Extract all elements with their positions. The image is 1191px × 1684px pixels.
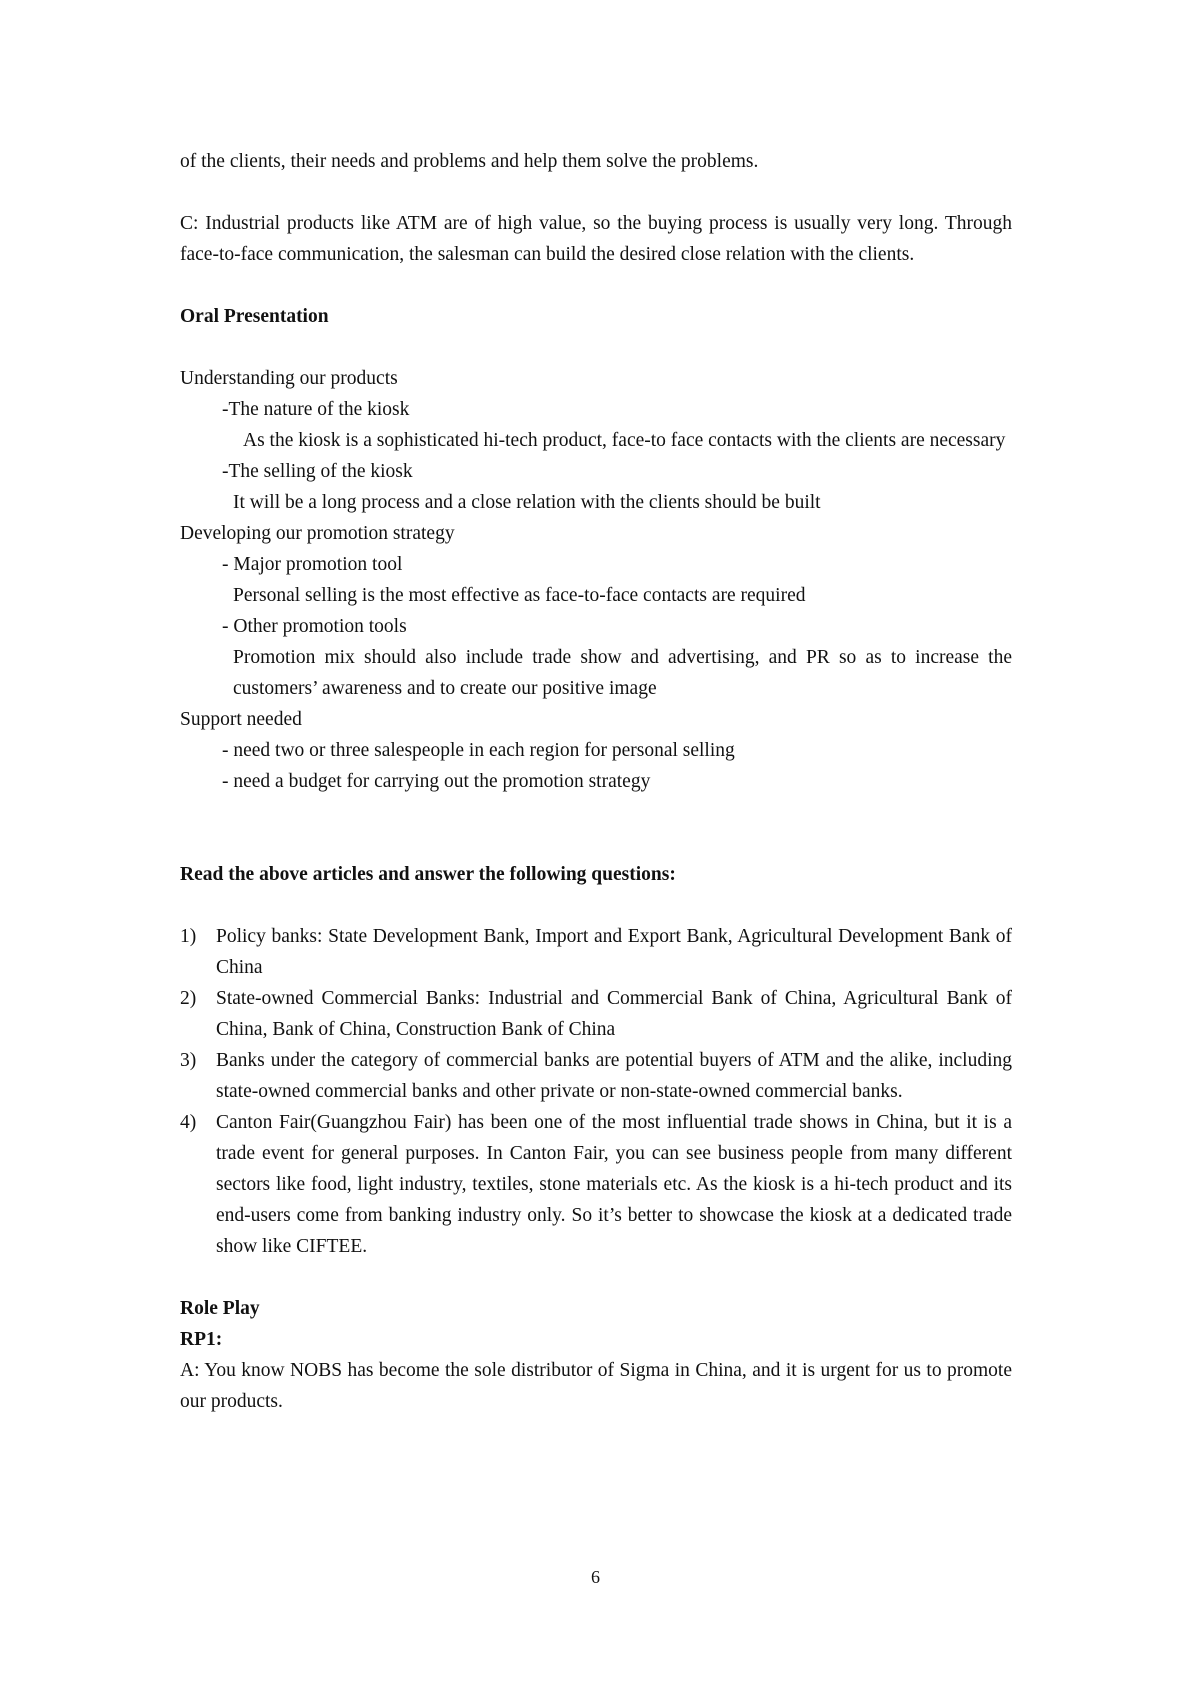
item-text: Banks under the category of commercial banks are potential buyers of ATM and the alike, including state-owned commercial banks and other private or non-state-owned commercial banks.	[216, 1050, 1012, 1102]
support-item-2: - need a budget for carrying out the promotion strategy	[222, 771, 651, 792]
spacer	[180, 332, 1012, 363]
list-item	[180, 1107, 1012, 1262]
list-item	[180, 983, 1012, 1045]
spacer	[180, 797, 1012, 859]
selling-body: It will be a long process and a close relation with the clients should be built	[233, 492, 821, 513]
item-text: Canton Fair(Guangzhou Fair) has been one of the most influential trade shows in China, but it is a trade event for general purposes. In Canton Fair, you can see business people from many different sectors like food, light industry, textiles, stone materials etc. As the kiosk is a hi-tech product and its end-users come from banking industry only. So it’s better to showcase the kiosk at a dedicated trade show like CIFTEE.	[216, 1112, 1012, 1257]
rp1-label: RP1:	[180, 1329, 223, 1350]
item-number: 3)	[180, 1050, 197, 1071]
oral-presentation-heading: Oral Presentation	[180, 306, 329, 327]
list-item	[180, 921, 1012, 983]
questions-heading: Read the above articles and answer the following questions:	[180, 864, 676, 885]
spacer	[180, 177, 1012, 208]
page-content	[180, 146, 1012, 1417]
spacer	[180, 1262, 1012, 1293]
major-tool-title: - Major promotion tool	[222, 554, 403, 575]
major-tool-body: Personal selling is the most effective as face-to-face contacts are required	[233, 585, 806, 606]
item-text: Policy banks: State Development Bank, Import and Export Bank, Agricultural Development Bank of China	[216, 926, 1012, 978]
spacer	[180, 890, 1012, 921]
nature-title: -The nature of the kiosk	[222, 399, 410, 420]
role-play-line-a: A: You know NOBS has become the sole distributor of Sigma in China, and it is urgent for us to promote our products.	[180, 1360, 1012, 1412]
intro-paragraph: of the clients, their needs and problems and help them solve the problems.	[180, 151, 759, 172]
nature-body: As the kiosk is a sophisticated hi-tech product, face-to face contacts with the clients are necessary	[243, 430, 1006, 451]
selling-title: -The selling of the kiosk	[222, 461, 413, 482]
other-tools-title: - Other promotion tools	[222, 616, 407, 637]
role-play-heading: Role Play	[180, 1298, 260, 1319]
other-tools-body: Promotion mix should also include trade show and advertising, and PR so as to increase the customers’ awareness and to create our positive image	[233, 647, 1012, 699]
support-item-1: - need two or three salespeople in each region for personal selling	[222, 740, 735, 761]
item-text: State-owned Commercial Banks: Industrial and Commercial Bank of China, Agricultural Bank of China, Bank of China, Construction Bank of China	[216, 988, 1012, 1040]
answers-list	[180, 921, 1012, 1262]
item-number: 1)	[180, 926, 197, 947]
answer-c-paragraph: C: Industrial products like ATM are of high value, so the buying process is usually very long. Through face-to-face communication, the salesman can build the desired close relation with the clients.	[180, 213, 1012, 265]
understanding-products: Understanding our products	[180, 368, 398, 389]
list-item	[180, 1045, 1012, 1107]
item-number: 2)	[180, 988, 197, 1009]
developing-strategy: Developing our promotion strategy	[180, 523, 455, 544]
page-number: 6	[591, 1567, 600, 1587]
spacer	[180, 270, 1012, 301]
support-needed: Support needed	[180, 709, 302, 730]
item-number: 4)	[180, 1112, 197, 1133]
